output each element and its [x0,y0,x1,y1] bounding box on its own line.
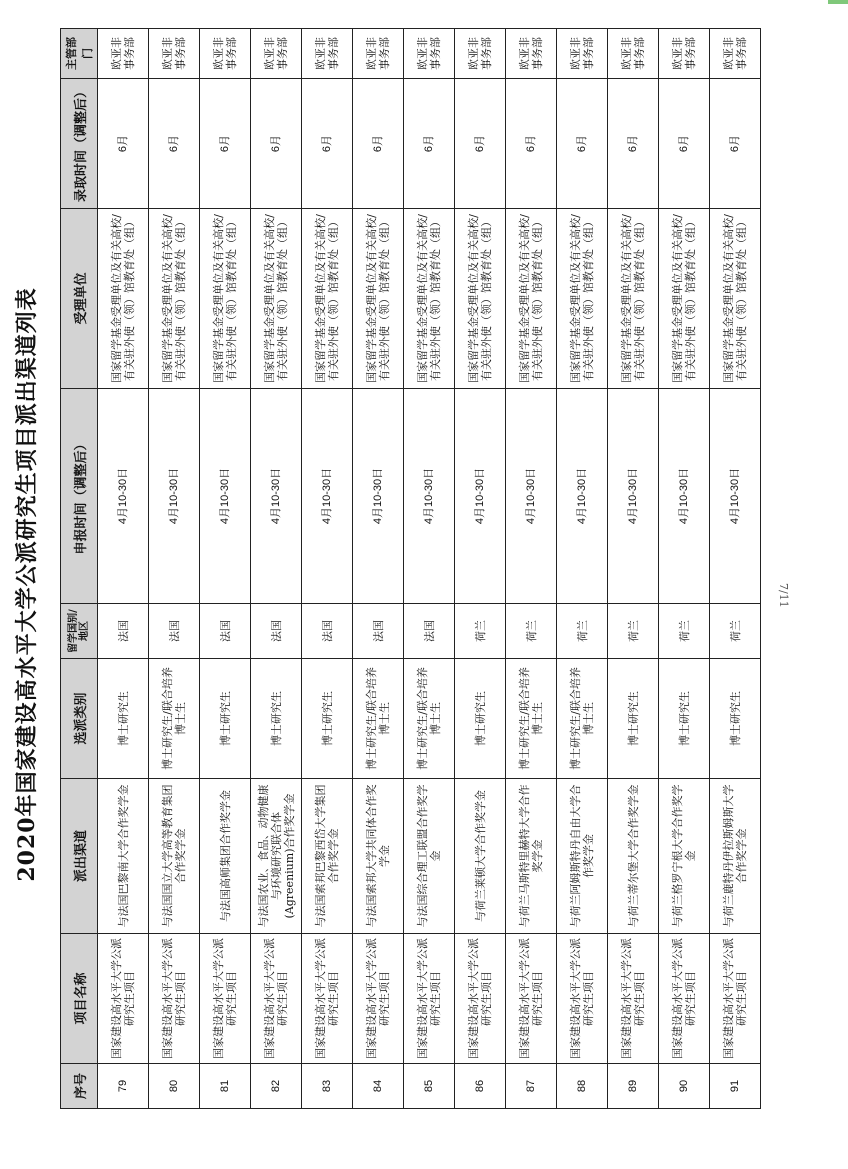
channel-name: 与法国国立大学高等教育集团合作奖学金 [149,779,200,934]
admit-time: 6月 [659,79,710,209]
channel-name: 与法国索邦巴黎西岱大学集团合作奖学金 [302,779,353,934]
project-name: 国家建设高水平大学公派研究生项目 [200,934,251,1064]
selection-category: 博士研究生 [659,659,710,779]
managing-dept: 欧亚非事务部 [557,29,608,79]
admit-time: 6月 [557,79,608,209]
selection-category: 博士研究生/联合培养博士生 [353,659,404,779]
accepting-unit: 国家留学基金受理单位及有关高校/有关驻外使（领）馆教育处（组） [557,209,608,389]
project-name: 国家建设高水平大学公派研究生项目 [608,934,659,1064]
apply-time: 4月10-30日 [557,389,608,604]
apply-time: 4月10-30日 [710,389,761,604]
selection-category: 博士研究生/联合培养博士生 [149,659,200,779]
row-number: 82 [251,1064,302,1109]
project-name: 国家建设高水平大学公派研究生项目 [659,934,710,1064]
table-row [98,29,149,1109]
selection-category: 博士研究生 [251,659,302,779]
row-number: 88 [557,1064,608,1109]
apply-time: 4月10-30日 [251,389,302,604]
managing-dept: 欧亚非事务部 [302,29,353,79]
table-row [608,29,659,1109]
managing-dept: 欧亚非事务部 [251,29,302,79]
page-number: 7/11 [777,582,790,608]
study-country: 法国 [302,604,353,659]
accepting-unit: 国家留学基金受理单位及有关高校/有关驻外使（领）馆教育处（组） [506,209,557,389]
study-country: 荷兰 [557,604,608,659]
apply-time: 4月10-30日 [353,389,404,604]
accepting-unit: 国家留学基金受理单位及有关高校/有关驻外使（领）馆教育处（组） [149,209,200,389]
selection-category: 博士研究生 [608,659,659,779]
study-country: 法国 [353,604,404,659]
table-row [404,29,455,1109]
admit-time: 6月 [353,79,404,209]
project-name: 国家建设高水平大学公派研究生项目 [506,934,557,1064]
table-row [710,29,761,1109]
admit-time: 6月 [98,79,149,209]
selection-category: 博士研究生 [200,659,251,779]
accepting-unit: 国家留学基金受理单位及有关高校/有关驻外使（领）馆教育处（组） [353,209,404,389]
header-channel: 派出渠道 [61,779,98,934]
admit-time: 6月 [200,79,251,209]
project-name: 国家建设高水平大学公派研究生项目 [98,934,149,1064]
table-row [353,29,404,1109]
admit-time: 6月 [251,79,302,209]
selection-category: 博士研究生/联合培养博士生 [506,659,557,779]
study-country: 法国 [251,604,302,659]
header-category: 选派类别 [61,659,98,779]
channel-name: 与荷兰格罗宁根大学合作奖学金 [659,779,710,934]
admit-time: 6月 [149,79,200,209]
selection-category: 博士研究生 [98,659,149,779]
managing-dept: 欧亚非事务部 [353,29,404,79]
header-unit: 受理单位 [61,209,98,389]
channel-name: 与法国高师集团合作奖学金 [200,779,251,934]
study-country: 荷兰 [659,604,710,659]
table-row [200,29,251,1109]
accepting-unit: 国家留学基金受理单位及有关高校/有关驻外使（领）馆教育处（组） [659,209,710,389]
channel-name: 与荷兰阿姆斯特丹自由大学合作奖学金 [557,779,608,934]
row-number: 80 [149,1064,200,1109]
channel-name: 与法国农业、食品、动物健康与环境研究联合体(Agreenium)合作奖学金 [251,779,302,934]
project-name: 国家建设高水平大学公派研究生项目 [455,934,506,1064]
row-number: 85 [404,1064,455,1109]
apply-time: 4月10-30日 [98,389,149,604]
apply-time: 4月10-30日 [149,389,200,604]
channel-name: 与法国索邦大学共同体合作奖学金 [353,779,404,934]
study-country: 荷兰 [455,604,506,659]
table-row [557,29,608,1109]
admit-time: 6月 [506,79,557,209]
row-number: 84 [353,1064,404,1109]
channel-table [60,28,761,1109]
apply-time: 4月10-30日 [455,389,506,604]
study-country: 法国 [404,604,455,659]
admit-time: 6月 [404,79,455,209]
channel-name: 与荷兰马斯特里赫特大学合作奖学金 [506,779,557,934]
table-row [455,29,506,1109]
channel-name: 与荷兰鹿特丹伊拉斯姆斯大学合作奖学金 [710,779,761,934]
page-title: 2020年国家建设高水平大学公派研究生项目派出渠道列表 [14,287,40,882]
header-apply-time: 申报时间（调整后） [61,389,98,604]
managing-dept: 欧亚非事务部 [149,29,200,79]
study-country: 法国 [200,604,251,659]
project-name: 国家建设高水平大学公派研究生项目 [353,934,404,1064]
accepting-unit: 国家留学基金受理单位及有关高校/有关驻外使（领）馆教育处（组） [455,209,506,389]
row-number: 86 [455,1064,506,1109]
header-no: 序号 [61,1064,98,1109]
managing-dept: 欧亚非事务部 [98,29,149,79]
table-row [149,29,200,1109]
managing-dept: 欧亚非事务部 [659,29,710,79]
channel-name: 与荷兰莱顿大学合作奖学金 [455,779,506,934]
table-row [506,29,557,1109]
apply-time: 4月10-30日 [302,389,353,604]
managing-dept: 欧亚非事务部 [455,29,506,79]
project-name: 国家建设高水平大学公派研究生项目 [710,934,761,1064]
accepting-unit: 国家留学基金受理单位及有关高校/有关驻外使（领）馆教育处（组） [302,209,353,389]
table-row [302,29,353,1109]
accepting-unit: 国家留学基金受理单位及有关高校/有关驻外使（领）馆教育处（组） [404,209,455,389]
header-row [61,29,98,1109]
row-number: 79 [98,1064,149,1109]
row-number: 87 [506,1064,557,1109]
apply-time: 4月10-30日 [608,389,659,604]
channel-name: 与法国综合理工联盟合作奖学金 [404,779,455,934]
selection-category: 博士研究生 [302,659,353,779]
accepting-unit: 国家留学基金受理单位及有关高校/有关驻外使（领）馆教育处（组） [251,209,302,389]
header-dept: 主管部门 [61,29,98,79]
project-name: 国家建设高水平大学公派研究生项目 [251,934,302,1064]
managing-dept: 欧亚非事务部 [404,29,455,79]
row-number: 81 [200,1064,251,1109]
apply-time: 4月10-30日 [404,389,455,604]
project-name: 国家建设高水平大学公派研究生项目 [404,934,455,1064]
table-row [659,29,710,1109]
row-number: 83 [302,1064,353,1109]
selection-category: 博士研究生 [455,659,506,779]
apply-time: 4月10-30日 [659,389,710,604]
row-number: 90 [659,1064,710,1109]
study-country: 荷兰 [710,604,761,659]
header-admit-time: 录取时间（调整后） [61,79,98,209]
header-project: 项目名称 [61,934,98,1064]
project-name: 国家建设高水平大学公派研究生项目 [302,934,353,1064]
study-country: 荷兰 [506,604,557,659]
managing-dept: 欧亚非事务部 [200,29,251,79]
managing-dept: 欧亚非事务部 [710,29,761,79]
channel-name: 与法国巴黎南大学合作奖学金 [98,779,149,934]
accepting-unit: 国家留学基金受理单位及有关高校/有关驻外使（领）馆教育处（组） [200,209,251,389]
admit-time: 6月 [455,79,506,209]
channel-name: 与荷兰蒂尔堡大学合作奖学金 [608,779,659,934]
selection-category: 博士研究生/联合培养博士生 [404,659,455,779]
project-name: 国家建设高水平大学公派研究生项目 [557,934,608,1064]
apply-time: 4月10-30日 [200,389,251,604]
row-number: 89 [608,1064,659,1109]
admit-time: 6月 [302,79,353,209]
project-name: 国家建设高水平大学公派研究生项目 [149,934,200,1064]
row-number: 91 [710,1064,761,1109]
accepting-unit: 国家留学基金受理单位及有关高校/有关驻外使（领）馆教育处（组） [608,209,659,389]
table-row [251,29,302,1109]
managing-dept: 欧亚非事务部 [608,29,659,79]
managing-dept: 欧亚非事务部 [506,29,557,79]
selection-category: 博士研究生 [710,659,761,779]
selection-category: 博士研究生/联合培养博士生 [557,659,608,779]
admit-time: 6月 [608,79,659,209]
apply-time: 4月10-30日 [506,389,557,604]
admit-time: 6月 [710,79,761,209]
header-country: 留学国别/地区 [61,604,98,659]
study-country: 法国 [98,604,149,659]
study-country: 法国 [149,604,200,659]
study-country: 荷兰 [608,604,659,659]
accepting-unit: 国家留学基金受理单位及有关高校/有关驻外使（领）馆教育处（组） [98,209,149,389]
accepting-unit: 国家留学基金受理单位及有关高校/有关驻外使（领）馆教育处（组） [710,209,761,389]
